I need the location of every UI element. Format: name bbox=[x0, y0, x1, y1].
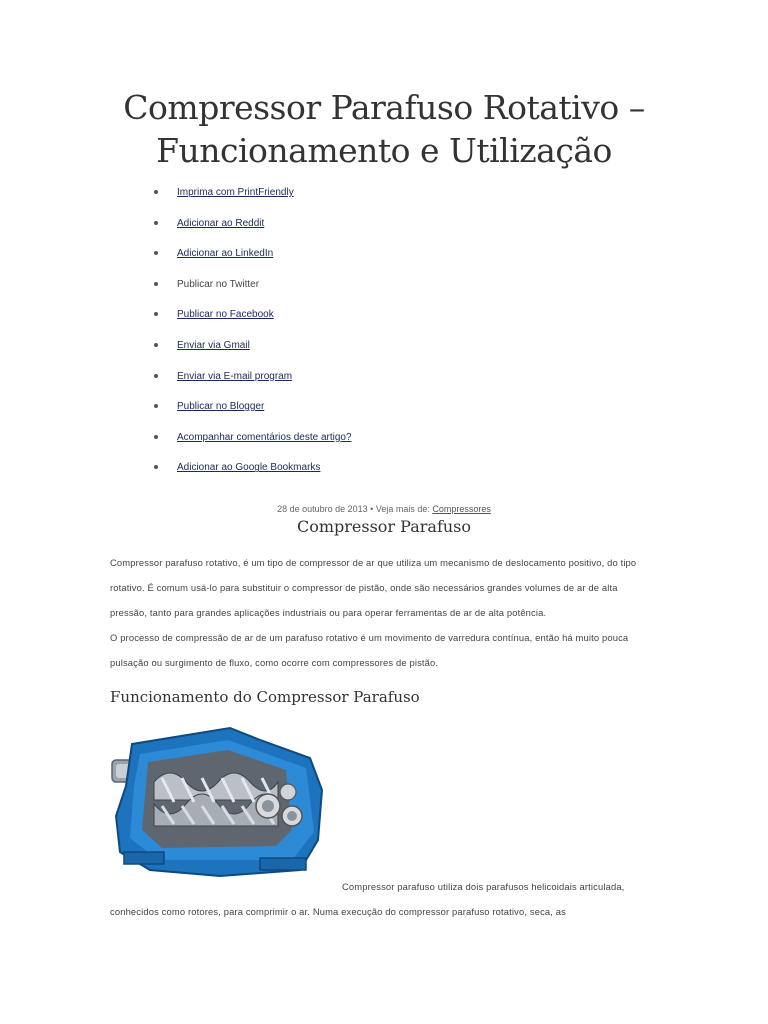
bullet-icon bbox=[154, 374, 158, 378]
share-item[interactable] bbox=[150, 339, 352, 370]
share-item bbox=[150, 278, 352, 309]
share-item[interactable] bbox=[150, 186, 352, 217]
article-date: 28 de outubro de 2013 • Veja mais de: bbox=[277, 504, 433, 514]
share-link-label[interactable]: Acompanhar comentários deste artigo? bbox=[177, 431, 352, 443]
share-link-label[interactable]: Enviar via E-mail program bbox=[177, 370, 293, 382]
article-title: Compressor Parafuso Rotativo – Funcionamento e Utilização bbox=[123, 88, 645, 170]
bullet-icon bbox=[154, 251, 158, 255]
bullet-icon bbox=[154, 221, 158, 225]
share-link-label[interactable]: Adicionar ao LinkedIn bbox=[177, 248, 274, 260]
share-item[interactable] bbox=[150, 400, 352, 431]
share-link-label[interactable]: Publicar no Blogger bbox=[177, 401, 265, 413]
share-item[interactable] bbox=[150, 461, 352, 492]
share-link-label[interactable]: Enviar via Gmail bbox=[177, 339, 250, 351]
paragraph-operation bbox=[110, 875, 655, 925]
share-link-label[interactable]: Publicar no Facebook bbox=[177, 309, 274, 321]
subheading-funcionamento: Funcionamento do Compressor Parafuso bbox=[110, 688, 420, 706]
bullet-icon bbox=[154, 343, 158, 347]
category-link[interactable]: Compressores bbox=[432, 504, 491, 514]
share-links-list bbox=[150, 186, 352, 492]
paragraph-intro: Compressor parafuso rotativo, é um tipo de compressor de ar que utiliza um mecanismo de deslocamento positivo, do tipo rotativo. É comum usá-lo para substituir o compressor de pistão, onde são necessários grandes volumes de ar de alta pressão, tanto para grandes aplicações industriais ou para operar ferramentas de ar de alta potência. bbox=[110, 557, 637, 618]
section-title: Compressor Parafuso bbox=[296, 517, 472, 536]
bullet-icon bbox=[154, 190, 158, 194]
share-item[interactable] bbox=[150, 370, 352, 401]
paragraph-process: O processo de compressão de ar de um parafuso rotativo é um movimento de varredura contínua, então há muito pouca pulsação ou surgimento de fluxo, como ocorre com compressores de pistão. bbox=[110, 632, 629, 668]
bullet-icon bbox=[154, 465, 158, 469]
share-item[interactable] bbox=[150, 247, 352, 278]
share-item[interactable] bbox=[150, 308, 352, 339]
bullet-icon bbox=[154, 435, 158, 439]
share-link-label[interactable]: Adicionar ao Reddit bbox=[177, 217, 265, 229]
share-link-label[interactable]: Imprima com PrintFriendly bbox=[177, 187, 294, 198]
bullet-icon bbox=[154, 282, 158, 286]
share-item[interactable] bbox=[150, 217, 352, 248]
share-link-label: Publicar no Twitter bbox=[177, 278, 260, 290]
bullet-icon bbox=[154, 404, 158, 408]
compressor-illustration bbox=[110, 720, 328, 880]
bullet-icon bbox=[154, 312, 158, 316]
paragraph-operation-text: Compressor parafuso utiliza dois parafusos helicoidais articulada, conhecidos como rotores, para comprimir o ar. Numa execução do compressor parafuso rotativo, seca, as bbox=[110, 881, 625, 917]
share-link-label[interactable]: Adicionar ao Google Bookmarks bbox=[177, 462, 321, 474]
share-item[interactable] bbox=[150, 431, 352, 462]
article-meta bbox=[0, 504, 768, 514]
